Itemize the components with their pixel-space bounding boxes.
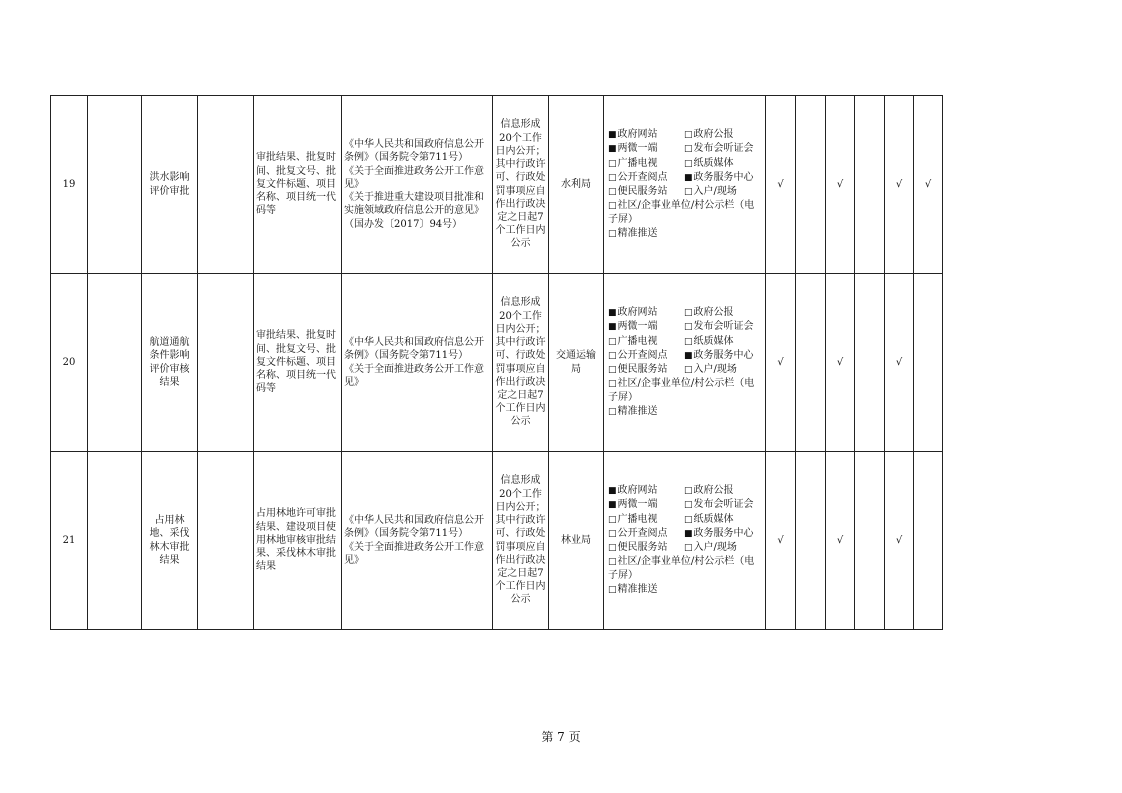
checkbox-empty-icon: □ [684,543,693,553]
channel-item-service-center [684,527,754,541]
basis-item: 《关于全面推进政务公开工作意见》 [344,165,484,190]
channel-item-public-reading [608,349,684,363]
channel-item-press-hearing [684,320,754,334]
checkmark-icon: √ [777,534,784,546]
check-cell [796,274,826,452]
channel-line [608,199,761,226]
checkbox-filled-icon: ■ [684,528,693,539]
checkmark-icon: √ [777,178,784,190]
disclosure-subject: 林业局 [549,452,604,630]
basis-item: 《关于全面推进政务公开工作意见》 [344,363,484,388]
channel-item-service-center [684,171,754,185]
channel-item-gov-gazette [684,484,734,498]
checkmark-icon: √ [895,178,903,190]
channel-label: 两微一端 [617,499,658,511]
channel-label: 纸质媒体 [693,157,734,169]
channel-line [608,157,761,171]
check-cell [914,96,943,274]
channel-label: 广播电视 [617,335,658,347]
channel-label: 便民服务站 [617,364,668,375]
empty-cell [198,96,254,274]
channel-label: 入户/现场 [693,364,737,375]
page-number: 第 7 页 [541,730,581,744]
checkmark-icon: √ [836,534,844,546]
channel-item-broadcast-tv [608,335,684,349]
channel-item-paper-media [684,157,734,171]
channel-item-door-site [684,541,737,555]
check-cell [826,274,855,452]
channel-line [608,363,761,377]
checkbox-empty-icon: □ [608,557,617,568]
row-index: 19 [51,96,88,274]
checkbox-empty-icon: □ [608,158,617,169]
check-cell [766,274,796,452]
checkbox-empty-icon: □ [608,584,617,595]
disclosure-content: 审批结果、批复时间、批复文号、批复文件标题、项目名称、项目统一代码等 [254,96,342,274]
checkbox-filled-icon: ■ [684,350,693,361]
table-row [51,274,943,452]
channel-label: 政务服务中心 [693,527,754,539]
checkmark-icon: √ [836,178,844,190]
channel-item-gov-site [608,484,684,498]
channel-item-broadcast-tv [608,157,684,171]
channel-label: 社区/企事业单位/村公示栏（电子屏） [608,556,755,582]
empty-cell [198,452,254,630]
channel-line [608,527,761,541]
channel-line [608,513,761,527]
disclosure-content: 审批结果、批复时间、批复文号、批复文件标题、项目名称、项目统一代码等 [254,274,342,452]
check-cell [796,96,826,274]
channel-item-paper-media [684,513,734,527]
checkbox-empty-icon: □ [608,406,617,417]
basis-item: 《关于全面推进政务公开工作意见》 [344,541,484,566]
checkbox-empty-icon: □ [608,365,617,375]
basis-item: 《中华人民共和国政府信息公开条例》（国务院令第711号） [344,515,484,540]
checkmark-icon: √ [895,356,903,368]
disclosure-time: 信息形成20个工作日内公开；其中行政许可、行政处罚事项应自作出行政决定之日起7个工作日内公示 [493,274,549,452]
channel-line [608,128,761,142]
disclosure-time: 信息形成20个工作日内公开；其中行政许可、行政处罚事项应自作出行政决定之日起7个工作日内公示 [493,96,549,274]
channel-line [608,142,761,156]
channel-item-convenience-station [608,363,684,377]
channel-line [608,227,761,241]
channel-label: 入户/现场 [693,186,737,197]
channel-label: 社区/企事业单位/村公示栏（电子屏） [608,378,755,404]
disclosure-table [50,95,943,630]
checkbox-empty-icon: □ [684,514,693,525]
channel-label: 精准推送 [617,405,658,417]
channel-item-precise-push [608,405,658,419]
row-index: 20 [51,274,88,452]
channel-item-convenience-station [608,541,684,555]
channel-item-gov-gazette [684,128,734,142]
channel-label: 政府网站 [617,307,658,319]
table-row [51,96,943,274]
channel-line [608,185,761,199]
channel-label: 便民服务站 [617,542,668,553]
basis-item: 《关于推进重大建设项目批准和实施领域政府信息公开的意见》（国办发〔2017〕94号） [344,192,484,230]
checkbox-empty-icon: □ [684,322,693,333]
table-body [51,96,943,630]
disclosure-channels [604,452,766,630]
checkmark-icon: √ [777,356,784,368]
channel-item-precise-push [608,227,658,241]
checkbox-filled-icon: ■ [608,308,617,319]
row-index: 21 [51,452,88,630]
checkbox-empty-icon: □ [608,187,617,197]
channel-item-two-micro [608,320,684,334]
check-cell [885,96,914,274]
disclosure-subject: 水利局 [549,96,604,274]
channel-item-service-center [684,349,754,363]
check-cell [914,274,943,452]
disclosure-channels [604,96,766,274]
channel-line [608,349,761,363]
checkmark-icon: √ [924,178,932,190]
channel-line [608,377,761,404]
channel-line [608,484,761,498]
channel-line [608,541,761,555]
checkbox-filled-icon: ■ [608,322,617,333]
channel-line [608,320,761,334]
checkbox-empty-icon: □ [684,365,693,375]
channel-label: 社区/企事业单位/村公示栏（电子屏） [608,200,755,226]
check-cell [826,452,855,630]
channel-item-door-site [684,363,737,377]
check-cell [855,274,885,452]
channel-label: 纸质媒体 [693,335,734,347]
checkbox-empty-icon: □ [608,528,617,539]
channel-item-gov-gazette [684,306,734,320]
channel-line [608,498,761,512]
checkbox-empty-icon: □ [684,486,693,497]
channel-label: 广播电视 [617,513,658,525]
disclosure-time: 信息形成20个工作日内公开；其中行政许可、行政处罚事项应自作出行政决定之日起7个工作日内公示 [493,452,549,630]
channel-label: 精准推送 [617,227,658,239]
disclosure-subject: 交通运输局 [549,274,604,452]
checkbox-empty-icon: □ [608,543,617,553]
checkbox-empty-icon: □ [608,514,617,525]
checkbox-empty-icon: □ [684,158,693,169]
item-name: 航道通航条件影响评价审核结果 [142,274,198,452]
disclosure-content: 占用林地许可审批结果、建设项目使用林地审核审批结果、采伐林木审批结果 [254,452,342,630]
item-name: 占用林地、采伐林木审批结果 [142,452,198,630]
channel-label: 政府公报 [693,129,734,141]
channel-item-paper-media [684,335,734,349]
channel-label: 政府公报 [693,307,734,319]
category-cell [88,452,142,630]
checkbox-empty-icon: □ [684,500,693,511]
item-name: 洪水影响评价审批 [142,96,198,274]
checkbox-empty-icon: □ [608,201,617,212]
category-cell [88,96,142,274]
channel-label: 政府网站 [617,129,658,141]
checkbox-filled-icon: ■ [684,172,693,183]
channel-label: 政务服务中心 [693,171,754,183]
channel-label: 发布会听证会 [693,499,754,511]
channel-label: 广播电视 [617,157,658,169]
checkmark-icon: √ [836,356,844,368]
checkbox-filled-icon: ■ [608,486,617,497]
checkbox-empty-icon: □ [684,130,693,141]
channel-line [608,583,761,597]
checkbox-empty-icon: □ [608,350,617,361]
channel-item-two-micro [608,142,684,156]
empty-cell [198,274,254,452]
checkbox-empty-icon: □ [684,308,693,319]
channel-label: 公开查阅点 [617,527,668,539]
check-cell [855,452,885,630]
disclosure-basis [342,96,493,274]
checkbox-empty-icon: □ [684,187,693,197]
channel-item-broadcast-tv [608,513,684,527]
disclosure-channels [604,274,766,452]
checkbox-filled-icon: ■ [608,500,617,511]
channel-label: 政府公报 [693,485,734,497]
check-cell [885,452,914,630]
channel-item-community-board [608,199,761,226]
check-cell [796,452,826,630]
channel-line [608,171,761,185]
checkbox-empty-icon: □ [608,228,617,239]
channel-label: 发布会听证会 [693,321,754,333]
checkbox-filled-icon: ■ [608,144,617,155]
channel-item-gov-site [608,128,684,142]
channel-line [608,306,761,320]
channel-label: 两微一端 [617,143,658,155]
channel-label: 公开查阅点 [617,171,668,183]
channel-item-press-hearing [684,498,754,512]
channel-label: 精准推送 [617,583,658,595]
channel-label: 政务服务中心 [693,349,754,361]
channel-label: 政府网站 [617,485,658,497]
disclosure-basis [342,452,493,630]
channel-label: 入户/现场 [693,542,737,553]
channel-item-precise-push [608,583,658,597]
check-cell [766,96,796,274]
channel-label: 两微一端 [617,321,658,333]
channel-label: 纸质媒体 [693,513,734,525]
check-cell [855,96,885,274]
check-cell [914,452,943,630]
channel-item-gov-site [608,306,684,320]
checkbox-empty-icon: □ [684,144,693,155]
checkbox-empty-icon: □ [608,379,617,390]
channel-label: 发布会听证会 [693,143,754,155]
channel-item-convenience-station [608,185,684,199]
check-cell [766,452,796,630]
check-cell [885,274,914,452]
channel-item-press-hearing [684,142,754,156]
channel-item-public-reading [608,527,684,541]
check-cell [826,96,855,274]
channel-item-two-micro [608,498,684,512]
channel-line [608,335,761,349]
checkbox-empty-icon: □ [684,336,693,347]
checkbox-empty-icon: □ [608,336,617,347]
checkbox-filled-icon: ■ [608,130,617,141]
channel-label: 便民服务站 [617,186,668,197]
channel-line [608,555,761,582]
basis-item: 《中华人民共和国政府信息公开条例》（国务院令第711号） [344,337,484,362]
checkmark-icon: √ [895,534,903,546]
channel-line [608,405,761,419]
channel-item-community-board [608,555,761,582]
channel-item-door-site [684,185,737,199]
category-cell [88,274,142,452]
checkbox-empty-icon: □ [608,172,617,183]
disclosure-basis [342,274,493,452]
channel-label: 公开查阅点 [617,349,668,361]
basis-item: 《中华人民共和国政府信息公开条例》（国务院令第711号） [344,139,484,164]
channel-item-public-reading [608,171,684,185]
table-row [51,452,943,630]
channel-item-community-board [608,377,761,404]
